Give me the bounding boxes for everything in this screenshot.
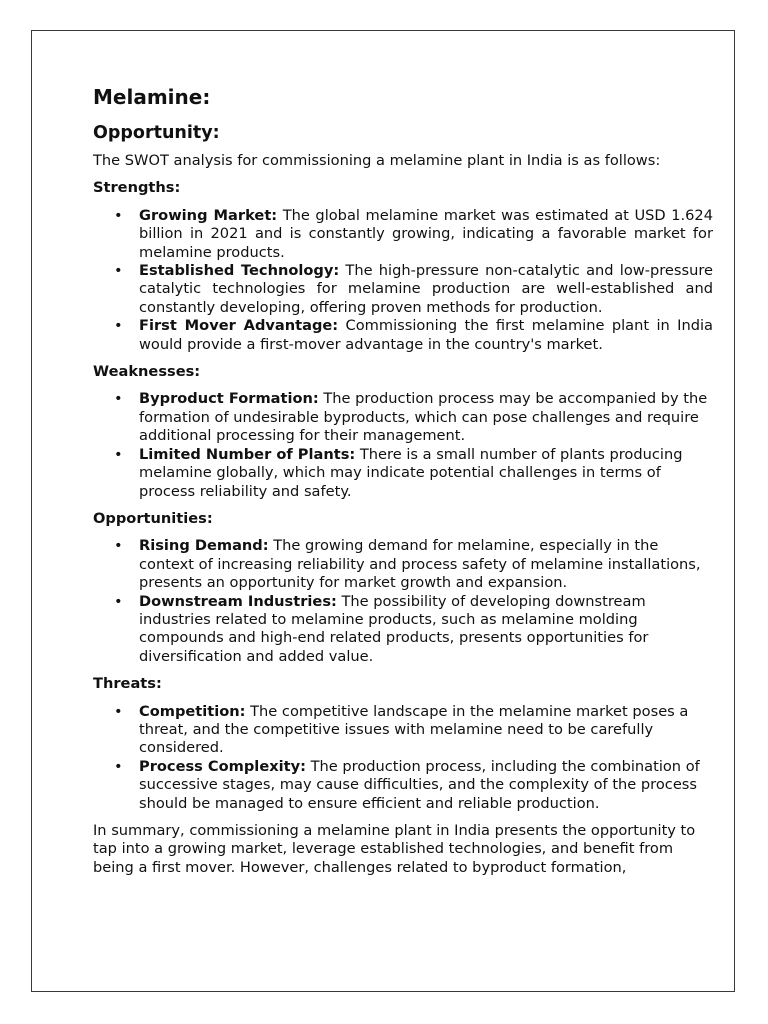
list-item-description: The growing demand for melamine, especially in the context of increasing reliability and process safety of melamine installations, presents an opportunity for market growth and expansion. (139, 537, 701, 592)
list-item-text (139, 758, 700, 812)
document-subtitle: Opportunity: (93, 123, 220, 143)
strengths-heading: Strengths: (93, 179, 181, 197)
list-item-term: First Mover Advantage: (139, 317, 339, 335)
weaknesses-list (93, 390, 713, 500)
list-item (93, 593, 713, 667)
bullet-icon: • (114, 317, 123, 335)
document-page (31, 30, 735, 992)
bullet-icon: • (114, 592, 123, 610)
list-item-text (139, 317, 713, 354)
opportunities-heading: Opportunities: (93, 509, 213, 527)
list-item (93, 758, 713, 813)
bullet-icon: • (114, 757, 123, 775)
list-item-description: The possibility of developing downstream industries related to melamine products, such as melamine molding compounds and high-end related products, presents opportunities for diversification and added value. (139, 592, 649, 665)
list-item (93, 703, 713, 758)
list-item-term: Growing Market: (139, 206, 278, 224)
list-item-description: The competitive landscape in the melamine market poses a threat, and the competitive issues with melamine need to be carefully considered. (139, 702, 689, 757)
threats-heading: Threats: (93, 675, 162, 693)
list-item-text (139, 446, 682, 500)
bullet-icon: • (114, 702, 123, 720)
bullet-icon: • (114, 445, 123, 463)
summary-paragraph: In summary, commissioning a melamine plant in India presents the opportunity to tap into a growing market, leverage established technologies, and benefit from being a first mover. However, challenges related to byproduct formation, (93, 822, 696, 876)
list-item-text (139, 262, 713, 317)
list-item-text (139, 703, 688, 757)
list-item (93, 390, 713, 445)
weaknesses-heading: Weaknesses: (93, 363, 201, 381)
bullet-icon: • (114, 390, 123, 408)
strengths-list (93, 207, 713, 354)
document-content (93, 83, 713, 877)
list-item-term: Limited Number of Plants: (139, 445, 356, 463)
list-item-description: There is a small number of plants producing melamine globally, which may indicate potential challenges in terms of process reliability and safety. (139, 445, 683, 500)
list-item (93, 262, 713, 317)
list-item-description: The high-pressure non-catalytic and low-pressure catalytic technologies for melamine production are well-established and constantly developing, offering proven methods for production. (139, 262, 714, 316)
bullet-icon: • (114, 537, 123, 555)
list-item-term: Process Complexity: (139, 757, 306, 775)
list-item-text (139, 593, 648, 665)
list-item-description: The global melamine market was estimated at USD 1.624 billion in 2021 and is constantly growing, indicating a favorable market for melamine products. (139, 206, 714, 261)
list-item-term: Downstream Industries: (139, 592, 337, 610)
list-item-description: The production process may be accompanied by the formation of undesirable byproducts, which can pose challenges and require additional processing for their management. (139, 390, 708, 445)
list-item (93, 207, 713, 262)
list-item (93, 537, 713, 592)
list-item-term: Byproduct Formation: (139, 390, 319, 408)
opportunities-list (93, 537, 713, 666)
threats-list (93, 703, 713, 813)
list-item-term: Established Technology: (139, 262, 340, 280)
list-item-text (139, 207, 713, 262)
bullet-icon: • (114, 206, 123, 224)
intro-paragraph: The SWOT analysis for commissioning a melamine plant in India is as follows: (93, 152, 661, 169)
list-item-description: Commissioning the first melamine plant in India would provide a first-mover advantage in the country's market. (139, 317, 713, 353)
list-item (93, 446, 713, 501)
list-item (93, 317, 713, 354)
document-title: Melamine: (93, 85, 211, 109)
bullet-icon: • (114, 262, 123, 280)
list-item-term: Rising Demand: (139, 537, 269, 555)
list-item-description: The production process, including the combination of successive stages, may cause difficulties, and the complexity of the process should be managed to ensure efficient and reliable production. (139, 757, 700, 812)
list-item-term: Competition: (139, 702, 246, 720)
list-item-text (139, 390, 707, 444)
list-item-text (139, 537, 701, 591)
